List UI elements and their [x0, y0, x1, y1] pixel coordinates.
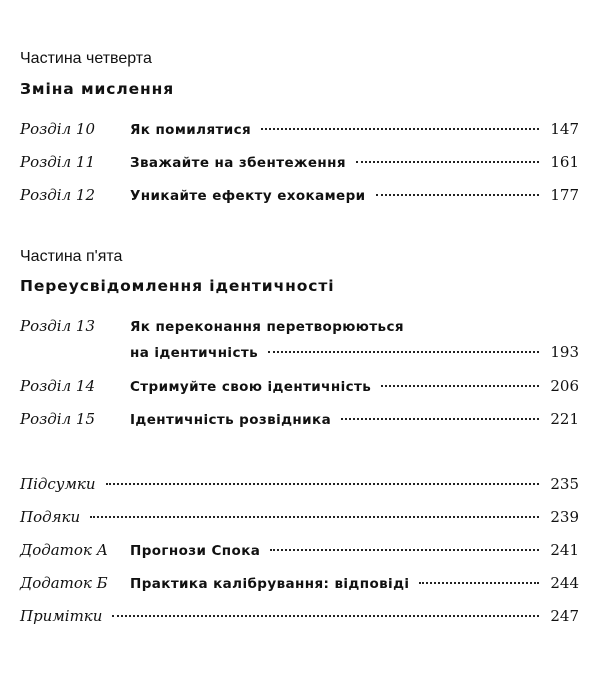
entry-title: Прогнози Спока	[130, 543, 261, 559]
dot-leader	[341, 418, 539, 420]
toc-entry-chapter-15[interactable]	[20, 410, 579, 432]
page-number: 147	[550, 120, 579, 138]
dot-leader	[376, 194, 539, 196]
part-four-label: Частина четверта	[20, 50, 152, 67]
chapter-label: Розділ 15	[20, 410, 96, 428]
chapter-label: Розділ 13	[20, 317, 96, 335]
page-number: 161	[550, 153, 579, 171]
page-number: 241	[550, 541, 579, 559]
entry-label: Подяки	[20, 508, 81, 526]
page-number: 239	[550, 508, 579, 526]
chapter-title: Як помилятися	[130, 122, 252, 138]
chapter-title-line2: на ідентичність	[130, 345, 259, 361]
toc-entry-chapter-12[interactable]	[20, 186, 579, 208]
entry-label: Примітки	[20, 607, 103, 625]
toc-entry-appendix-a[interactable]	[20, 541, 579, 563]
page-number: 177	[550, 186, 579, 204]
entry-label: Додаток А	[20, 541, 109, 559]
entry-title: Практика калібрування: відповіді	[130, 576, 410, 592]
page-number: 221	[550, 410, 579, 428]
dot-leader	[356, 161, 539, 163]
dot-leader	[268, 351, 539, 353]
toc-entry-acknowledgements[interactable]	[20, 508, 579, 530]
page-number: 206	[550, 377, 579, 395]
dot-leader	[112, 615, 539, 617]
toc-entry-chapter-13-line1[interactable]	[20, 317, 579, 339]
dot-leader	[106, 483, 539, 485]
toc-entry-chapter-10[interactable]	[20, 120, 579, 142]
chapter-title: Ідентичність розвідника	[130, 412, 332, 428]
page-number: 193	[550, 343, 579, 361]
chapter-title: Зважайте на збентеження	[130, 155, 346, 171]
chapter-title: Уникайте ефекту ехокамери	[130, 188, 366, 204]
toc-entry-chapter-13-line2[interactable]	[130, 343, 579, 365]
entry-label: Підсумки	[20, 475, 96, 493]
entry-label: Додаток Б	[20, 574, 108, 592]
toc-entry-appendix-b[interactable]	[20, 574, 579, 596]
toc-entry-chapter-14[interactable]	[20, 377, 579, 399]
page-number: 247	[550, 607, 579, 625]
chapter-label: Розділ 11	[20, 153, 96, 171]
page-number: 244	[550, 574, 579, 592]
toc-entry-summary[interactable]	[20, 475, 579, 497]
dot-leader	[90, 516, 539, 518]
dot-leader	[419, 582, 539, 584]
page-number: 235	[550, 475, 579, 493]
dot-leader	[261, 128, 539, 130]
chapter-title: Стримуйте свою ідентичність	[130, 379, 372, 395]
toc-entry-chapter-11[interactable]	[20, 153, 579, 175]
part-five-title: Переусвідомлення ідентичності	[20, 277, 335, 295]
dot-leader	[270, 549, 539, 551]
chapter-label: Розділ 10	[20, 120, 96, 138]
dot-leader	[381, 385, 539, 387]
part-five-label: Частина п'ята	[20, 248, 123, 265]
chapter-title-line1: Як переконання перетворюються	[130, 319, 404, 335]
part-four-title: Зміна мислення	[20, 80, 175, 98]
chapter-label: Розділ 14	[20, 377, 96, 395]
chapter-label: Розділ 12	[20, 186, 96, 204]
toc-entry-notes[interactable]	[20, 607, 579, 629]
